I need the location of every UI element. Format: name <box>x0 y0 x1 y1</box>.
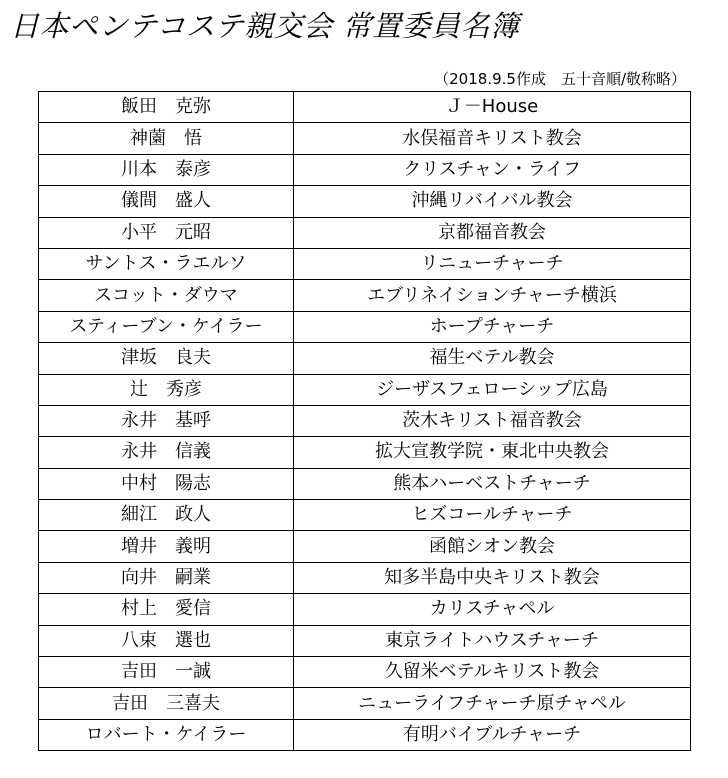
member-name-cell: サントス・ラエルソ <box>39 248 294 279</box>
member-name-cell: 吉田 三喜夫 <box>39 688 294 719</box>
church-name-cell: 有明バイブルチャーチ <box>294 719 691 750</box>
member-name-cell: 小平 元昭 <box>39 217 294 248</box>
church-name-cell: ジーザスフェローシップ広島 <box>294 374 691 405</box>
member-name-cell: 永井 信義 <box>39 437 294 468</box>
table-row <box>39 688 691 719</box>
member-name-cell: 飯田 克弥 <box>39 92 294 123</box>
table-row <box>39 248 691 279</box>
table-row <box>39 280 691 311</box>
church-name-cell: ホープチャーチ <box>294 311 691 342</box>
member-name-cell: 永井 基呼 <box>39 405 294 436</box>
church-name-cell: 拡大宣教学院・東北中央教会 <box>294 437 691 468</box>
table-row <box>39 405 691 436</box>
table-row <box>39 92 691 123</box>
table-row <box>39 186 691 217</box>
church-name-cell: ヒズコールチャーチ <box>294 500 691 531</box>
member-name-cell: 増井 義明 <box>39 531 294 562</box>
church-name-cell: 京都福音教会 <box>294 217 691 248</box>
church-name-cell: 久留米ベテルキリスト教会 <box>294 657 691 688</box>
table-row <box>39 123 691 154</box>
table-row <box>39 217 691 248</box>
member-name-cell: スコット・ダウマ <box>39 280 294 311</box>
member-name-cell: 川本 泰彦 <box>39 154 294 185</box>
member-name-cell: 村上 愛信 <box>39 594 294 625</box>
member-name-cell: 神薗 悟 <box>39 123 294 154</box>
member-name-cell: 儀間 盛人 <box>39 186 294 217</box>
table-row <box>39 437 691 468</box>
table-row <box>39 311 691 342</box>
church-name-cell: リニューチャーチ <box>294 248 691 279</box>
committee-roster-table <box>38 91 691 751</box>
member-name-cell: 向井 嗣業 <box>39 562 294 593</box>
member-name-cell: スティーブン・ケイラー <box>39 311 294 342</box>
page-title: 日本ペンテコステ親交会 常置委員名簿 <box>10 9 520 43</box>
church-name-cell: 水俣福音キリスト教会 <box>294 123 691 154</box>
table-row <box>39 657 691 688</box>
roster-body <box>39 92 691 751</box>
table-row <box>39 531 691 562</box>
church-name-cell: 知多半島中央キリスト教会 <box>294 562 691 593</box>
table-row <box>39 562 691 593</box>
member-name-cell: 吉田 一誠 <box>39 657 294 688</box>
member-name-cell: 八束 選也 <box>39 625 294 656</box>
table-row <box>39 594 691 625</box>
church-name-cell: クリスチャン・ライフ <box>294 154 691 185</box>
table-row <box>39 154 691 185</box>
church-name-cell: 茨木キリスト福音教会 <box>294 405 691 436</box>
member-name-cell: 津坂 良夫 <box>39 343 294 374</box>
table-row <box>39 468 691 499</box>
member-name-cell: ロバート・ケイラー <box>39 719 294 750</box>
table-row <box>39 625 691 656</box>
table-row <box>39 500 691 531</box>
church-name-cell: 熊本ハーベストチャーチ <box>294 468 691 499</box>
church-name-cell: 函館シオン教会 <box>294 531 691 562</box>
creation-note: （2018.9.5作成 五十音順/敬称略） <box>434 70 686 88</box>
member-name-cell: 辻 秀彦 <box>39 374 294 405</box>
member-name-cell: 中村 陽志 <box>39 468 294 499</box>
church-name-cell: 福生ベテル教会 <box>294 343 691 374</box>
member-name-cell: 細江 政人 <box>39 500 294 531</box>
church-name-cell: ニューライフチャーチ原チャペル <box>294 688 691 719</box>
church-name-cell: エブリネイションチャーチ横浜 <box>294 280 691 311</box>
church-name-cell: Ｊ－House <box>294 92 691 123</box>
church-name-cell: カリスチャペル <box>294 594 691 625</box>
table-row <box>39 374 691 405</box>
table-row <box>39 719 691 750</box>
church-name-cell: 東京ライトハウスチャーチ <box>294 625 691 656</box>
table-row <box>39 343 691 374</box>
church-name-cell: 沖縄リバイバル教会 <box>294 186 691 217</box>
